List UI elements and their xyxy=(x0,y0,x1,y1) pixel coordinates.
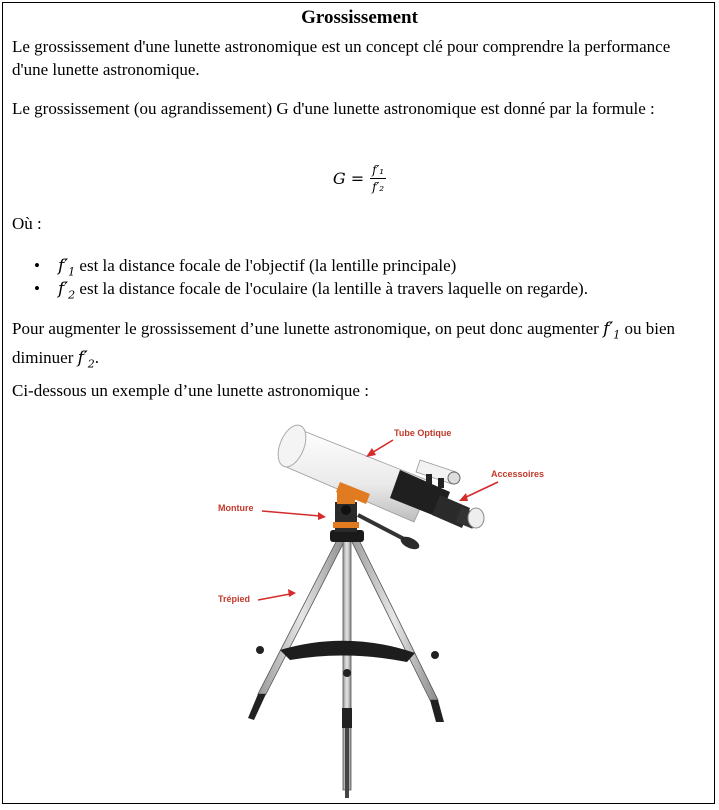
bullet-1-symbol: f′ xyxy=(58,256,69,276)
label-accessories: Accessoires xyxy=(491,469,545,479)
bullet-1-text: est la distance focale de l'objectif (la lentille principale) xyxy=(79,256,457,275)
conclusion-part1: Pour augmenter le grossissement d’une lunette astronomique, on peut donc augmenter xyxy=(12,319,599,338)
bullet-dot-2: • xyxy=(34,279,40,298)
magnification-formula xyxy=(0,158,719,198)
bullet-1-subscript: 1 xyxy=(68,265,76,279)
figure-callouts xyxy=(218,428,544,604)
label-mount: Monture xyxy=(218,503,254,513)
example-label: Ci-dessous un exemple d’une lunette astronomique : xyxy=(12,381,369,400)
section-title: Grossissement xyxy=(301,7,418,28)
conclusion-subscript-1: 1 xyxy=(613,328,621,342)
label-tripod: Trépied xyxy=(218,594,251,604)
formula-lhs: G = xyxy=(332,168,365,188)
conclusion-paragraph xyxy=(12,317,707,376)
label-tube: Tube Optique xyxy=(394,428,452,438)
bullet-2-text: est la distance focale de l'oculaire (la lentille à travers laquelle on regarde). xyxy=(79,279,588,298)
optical-tube xyxy=(273,421,484,529)
telescope-figure xyxy=(200,410,560,802)
formula-denominator: f′₂ xyxy=(372,179,385,194)
bullet-2-subscript: 2 xyxy=(68,288,76,302)
conclusion-mid: ou bien diminuer xyxy=(12,319,676,368)
tripod xyxy=(248,530,444,798)
bullet-dot-1: • xyxy=(34,256,40,275)
formula-intro-paragraph: Le grossissement (ou agrandissement) G d'une lunette astronomique est donné par la formule : xyxy=(12,99,655,118)
conclusion-end: . xyxy=(94,348,100,368)
bullet-item-2 xyxy=(58,277,588,306)
bullet-2-symbol: f′ xyxy=(58,279,69,299)
intro-paragraph: Le grossissement d'une lunette astronomique est un concept clé pour comprendre la performance d'une lunette astronomique. xyxy=(12,37,671,79)
formula-numerator: f′₁ xyxy=(372,162,385,177)
conclusion-subscript-2: 2 xyxy=(87,357,95,371)
where-label: Où : xyxy=(12,214,42,233)
conclusion-symbol-1: f′ xyxy=(603,319,614,339)
conclusion-symbol-2: f′ xyxy=(77,348,88,369)
formula-fraction xyxy=(370,163,386,194)
